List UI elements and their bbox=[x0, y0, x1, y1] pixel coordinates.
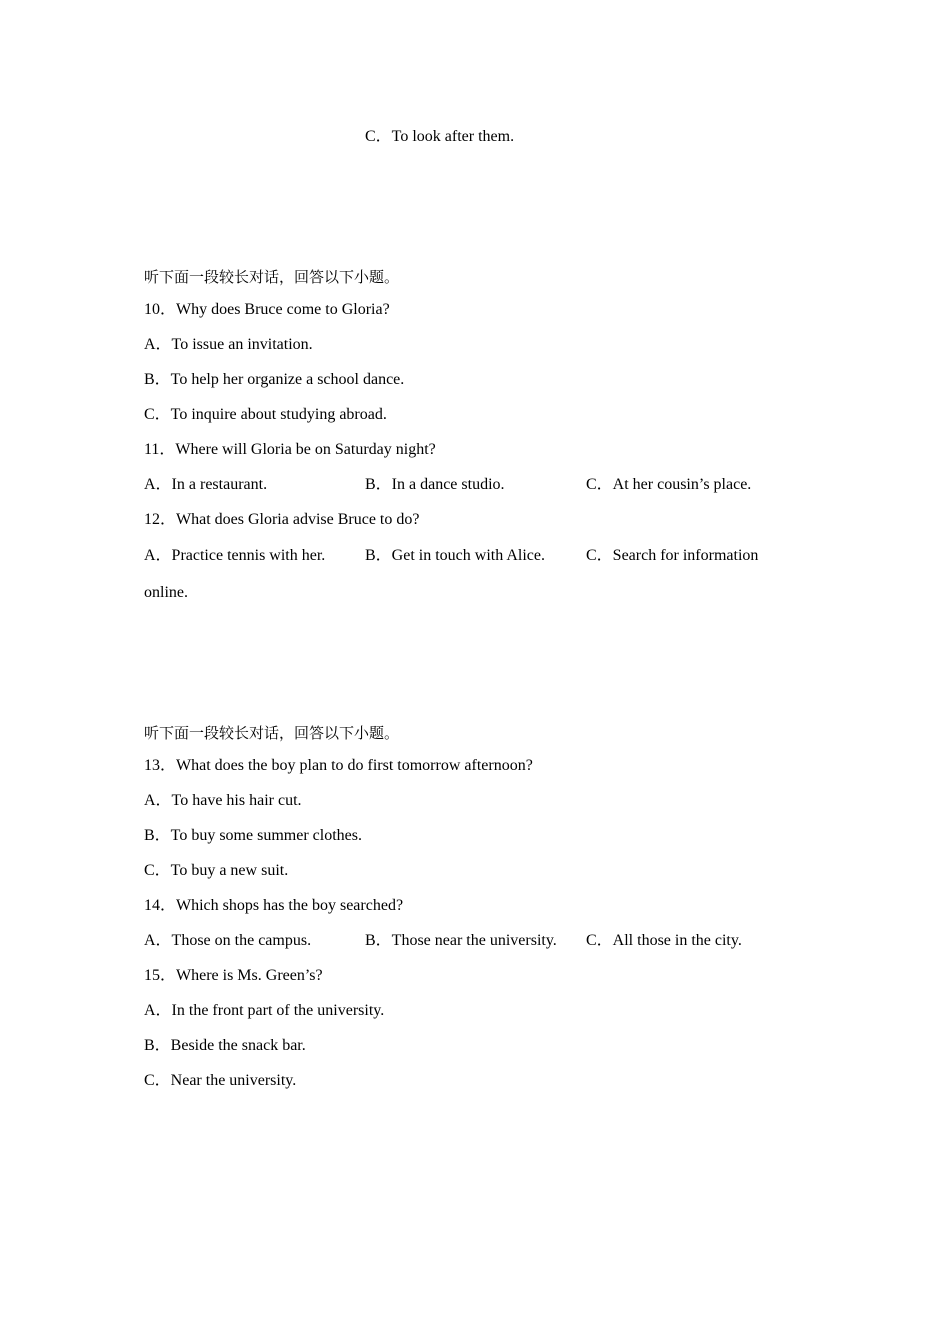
q14-option-a: A．Those on the campus. bbox=[144, 932, 312, 949]
q15-option-c: C．Near the university. bbox=[144, 1072, 297, 1089]
q13-option-c: C．To buy a new suit. bbox=[144, 862, 289, 879]
q12-option-c: C．Search for information bbox=[586, 547, 759, 564]
q11-option-c: C．At her cousin’s place. bbox=[586, 476, 752, 493]
q14-option-b: B．Those near the university. bbox=[365, 932, 557, 949]
q15-stem: 15．Where is Ms. Green’s? bbox=[144, 967, 323, 984]
q12-option-b: B．Get in touch with Alice. bbox=[365, 547, 545, 564]
q13-option-a: A．To have his hair cut. bbox=[144, 792, 302, 809]
q12-option-c-continued: online. bbox=[144, 584, 188, 601]
q15-option-b: B．Beside the snack bar. bbox=[144, 1037, 306, 1054]
q10-option-a: A．To issue an invitation. bbox=[144, 336, 313, 353]
q11-stem: 11．Where will Gloria be on Saturday night? bbox=[144, 441, 436, 458]
q13-option-b: B．To buy some summer clothes. bbox=[144, 827, 362, 844]
q14-option-c: C．All those in the city. bbox=[586, 932, 742, 949]
q11-option-b: B．In a dance studio. bbox=[365, 476, 505, 493]
q14-stem: 14．Which shops has the boy searched? bbox=[144, 897, 404, 914]
q12-stem: 12．What does Gloria advise Bruce to do? bbox=[144, 511, 420, 528]
q13-stem: 13．What does the boy plan to do first tomorrow afternoon? bbox=[144, 757, 533, 774]
q9-option-c: C．To look after them. bbox=[365, 128, 515, 145]
q11-option-a: A．In a restaurant. bbox=[144, 476, 268, 493]
q10-stem: 10．Why does Bruce come to Gloria? bbox=[144, 301, 390, 318]
q12-option-a: A．Practice tennis with her. bbox=[144, 547, 326, 564]
q15-option-a: A．In the front part of the university. bbox=[144, 1002, 385, 1019]
section2-instruction: 听下面一段较长对话，回答以下小题。 bbox=[144, 724, 400, 742]
q10-option-c: C．To inquire about studying abroad. bbox=[144, 406, 387, 423]
section1-instruction: 听下面一段较长对话，回答以下小题。 bbox=[144, 268, 400, 286]
q10-option-b: B．To help her organize a school dance. bbox=[144, 371, 405, 388]
